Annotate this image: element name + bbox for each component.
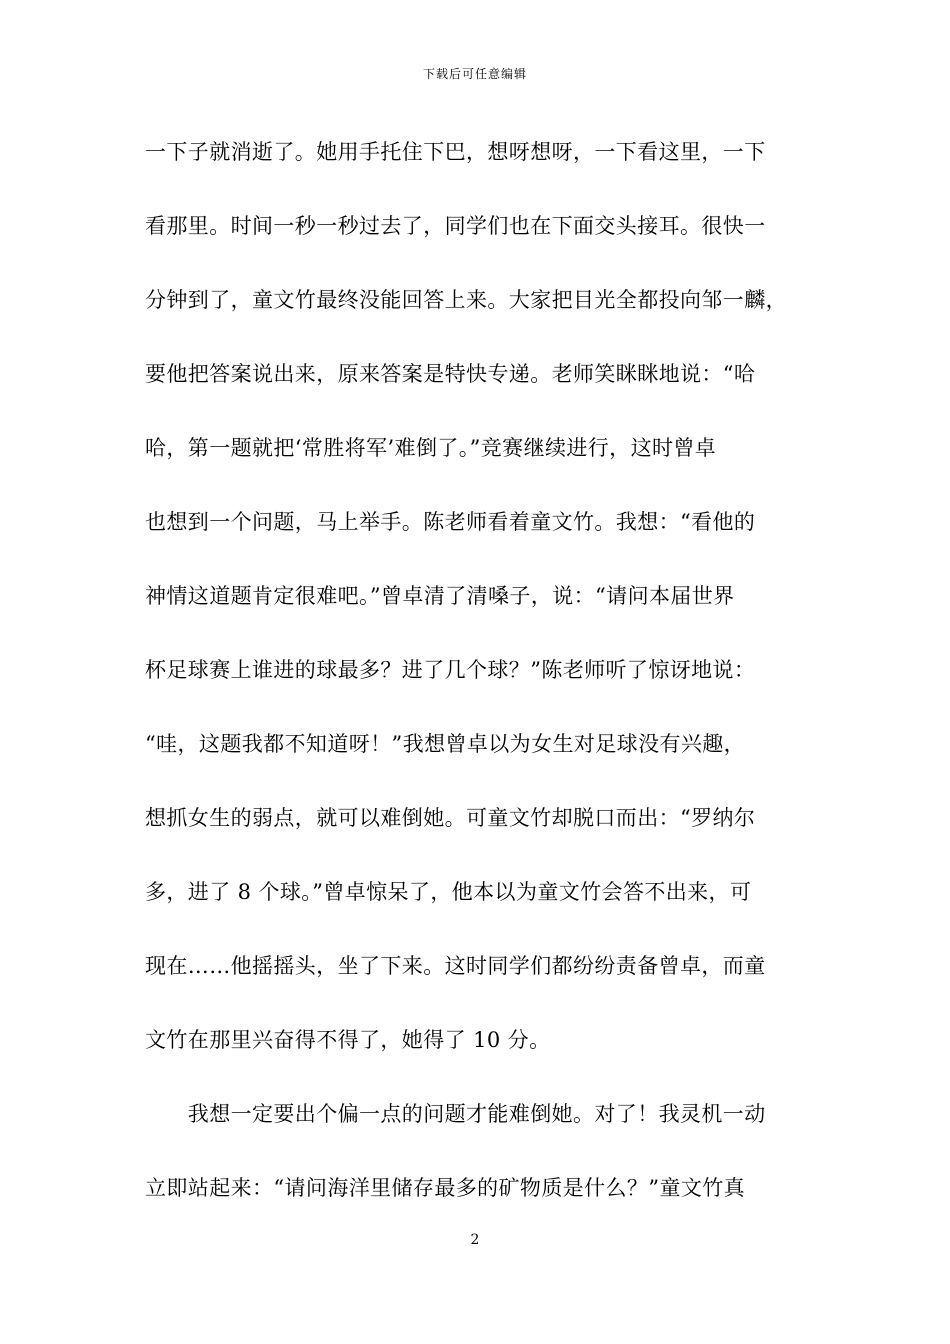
text-line: 哈，第一题就把‘常胜将军’难倒了。”竞赛继续进行，这时曾卓: [145, 436, 717, 460]
text-line: 看那里。时间一秒一秒过去了，同学们也在下面交头接耳。很快一: [145, 214, 766, 238]
text-line: 多，进了 8 个球。”曾卓惊呆了，他本以为童文竹会答不出来，可: [145, 880, 752, 904]
text-line: 一下子就消逝了。她用手托住下巴，想呀想呀，一下看这里，一下: [145, 140, 766, 164]
page-number: 2: [470, 1232, 480, 1248]
text-line: 想抓女生的弱点，就可以难倒她。可童文竹却脱口而出：“罗纳尔: [145, 806, 756, 830]
text-line: 我想一定要出个偏一点的问题才能难倒她。对了！我灵机一动: [145, 1102, 766, 1126]
text-line: 要他把答案说出来，原来答案是特快专递。老师笑眯眯地说：“哈: [145, 362, 756, 386]
text-line: 立即站起来：“请问海洋里储存最多的矿物质是什么？”童文竹真: [145, 1176, 746, 1200]
page-header: 下载后可任意编辑: [422, 67, 527, 81]
body-text: [145, 130, 825, 1240]
text-line: 也想到一个问题，马上举手。陈老师看着童文竹。我想：“看他的: [145, 510, 756, 534]
text-line: 文竹在那里兴奋得不得了，她得了 10 分。: [145, 1028, 551, 1052]
text-line: “哇，这题我都不知道呀！”我想曾卓以为女生对足球没有兴趣，: [145, 732, 746, 756]
text-line: 现在……他摇摇头，坐了下来。这时同学们都纷纷责备曾卓，而童: [145, 954, 766, 978]
text-line: 神情这道题肯定很难吧。”曾卓清了清嗓子，说：“请问本届世界: [145, 584, 735, 608]
text-line: 分钟到了，童文竹最终没能回答上来。大家把目光全都投向邹一麟，: [145, 288, 787, 312]
text-line: 杯足球赛上谁进的球最多？进了几个球？”陈老师听了惊讶地说：: [145, 658, 756, 682]
